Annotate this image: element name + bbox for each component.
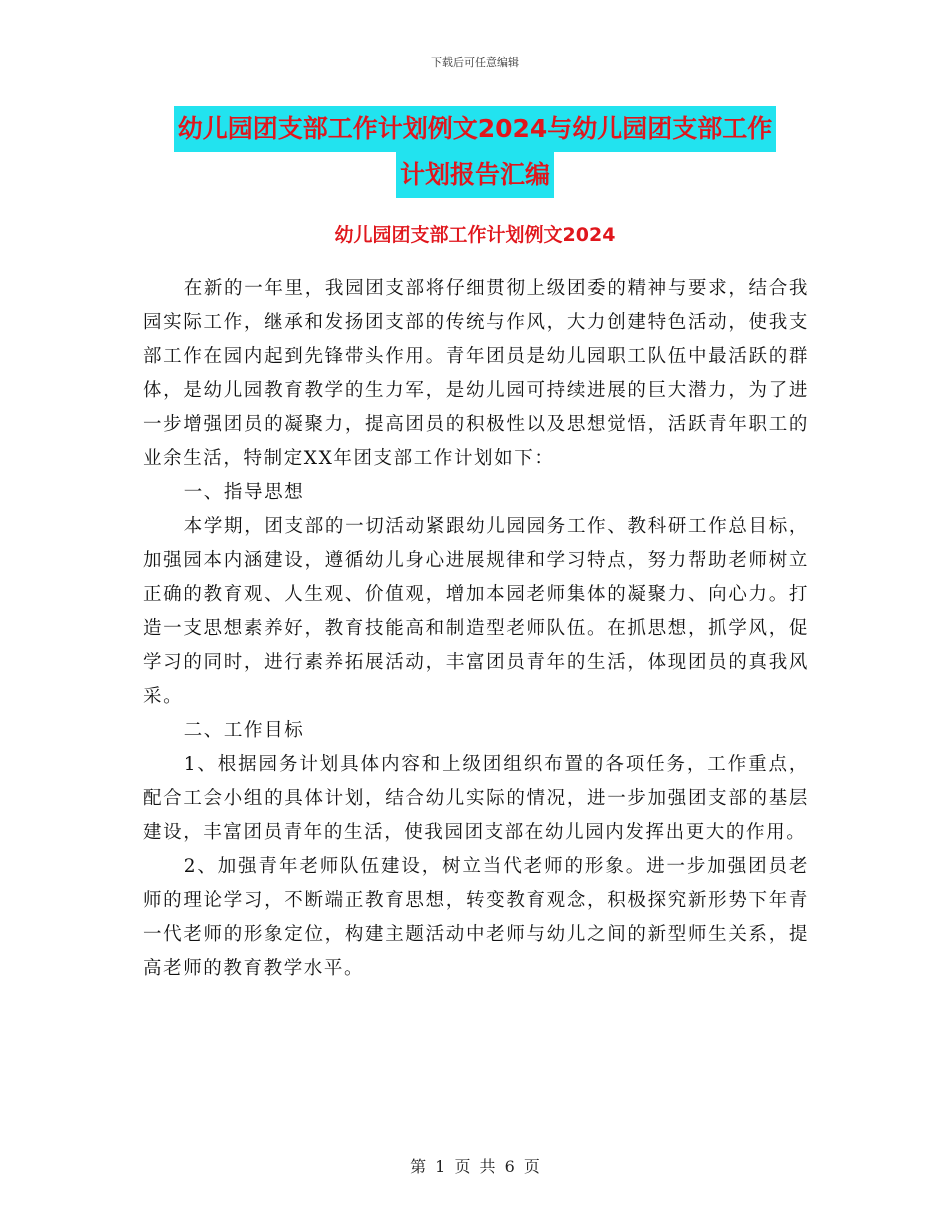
- document-title-line-2: 计划报告汇编: [396, 152, 554, 198]
- document-title-line-1: 幼儿园团支部工作计划例文2024与幼儿园团支部工作: [174, 106, 777, 152]
- paragraph-guiding-thought: 本学期，团支部的一切活动紧跟幼儿园园务工作、教科研工作总目标，加强园本内涵建设，遵循幼儿身心进展规律和学习特点，努力帮助老师树立正确的教育观、人生观、价值观，增加本园老师集体的凝聚力、向心力。打造一支思想素养好，教育技能高和制造型老师队伍。在抓思想，抓学风，促学习的同时，进行素养拓展活动，丰富团员青年的生活，体现团员的真我风采。: [143, 516, 809, 707]
- paragraph-goal-2: 2、加强青年老师队伍建设，树立当代老师的形象。进一步加强团员老师的理论学习，不断端正教育思想，转变教育观念，积极探究新形势下年青一代老师的形象定位，构建主题活动中老师与幼儿之间的新型师生关系，提高老师的教育教学水平。: [143, 856, 809, 979]
- document-title: [0, 106, 950, 198]
- heading-guiding-thought: 一、指导思想: [183, 482, 305, 503]
- header-note: 下载后可任意编辑: [431, 56, 519, 69]
- body-text: [143, 272, 809, 986]
- paragraph-goal-1: 1、根据园务计划具体内容和上级团组织布置的各项任务，工作重点，配合工会小组的具体计划，结合幼儿实际的情况，进一步加强团支部的基层建设，丰富团员青年的生活，使我园团支部在幼儿园内发挥出更大的作用。: [143, 754, 809, 843]
- section-title: 幼儿园团支部工作计划例文2024: [334, 224, 616, 246]
- paragraph-intro: 在新的一年里，我园团支部将仔细贯彻上级团委的精神与要求，结合我园实际工作，继承和发扬团支部的传统与作风，大力创建特色活动，使我支部工作在园内起到先锋带头作用。青年团员是幼儿园职工队伍中最活跃的群体，是幼儿园教育教学的生力军，是幼儿园可持续进展的巨大潜力，为了进一步增强团员的凝聚力，提高团员的积极性以及思想觉悟，活跃青年职工的业余生活，特制定XX年团支部工作计划如下：: [143, 278, 809, 469]
- page-footer: 第 1 页 共 6 页: [410, 1157, 540, 1176]
- heading-work-goals: 二、工作目标: [183, 720, 305, 741]
